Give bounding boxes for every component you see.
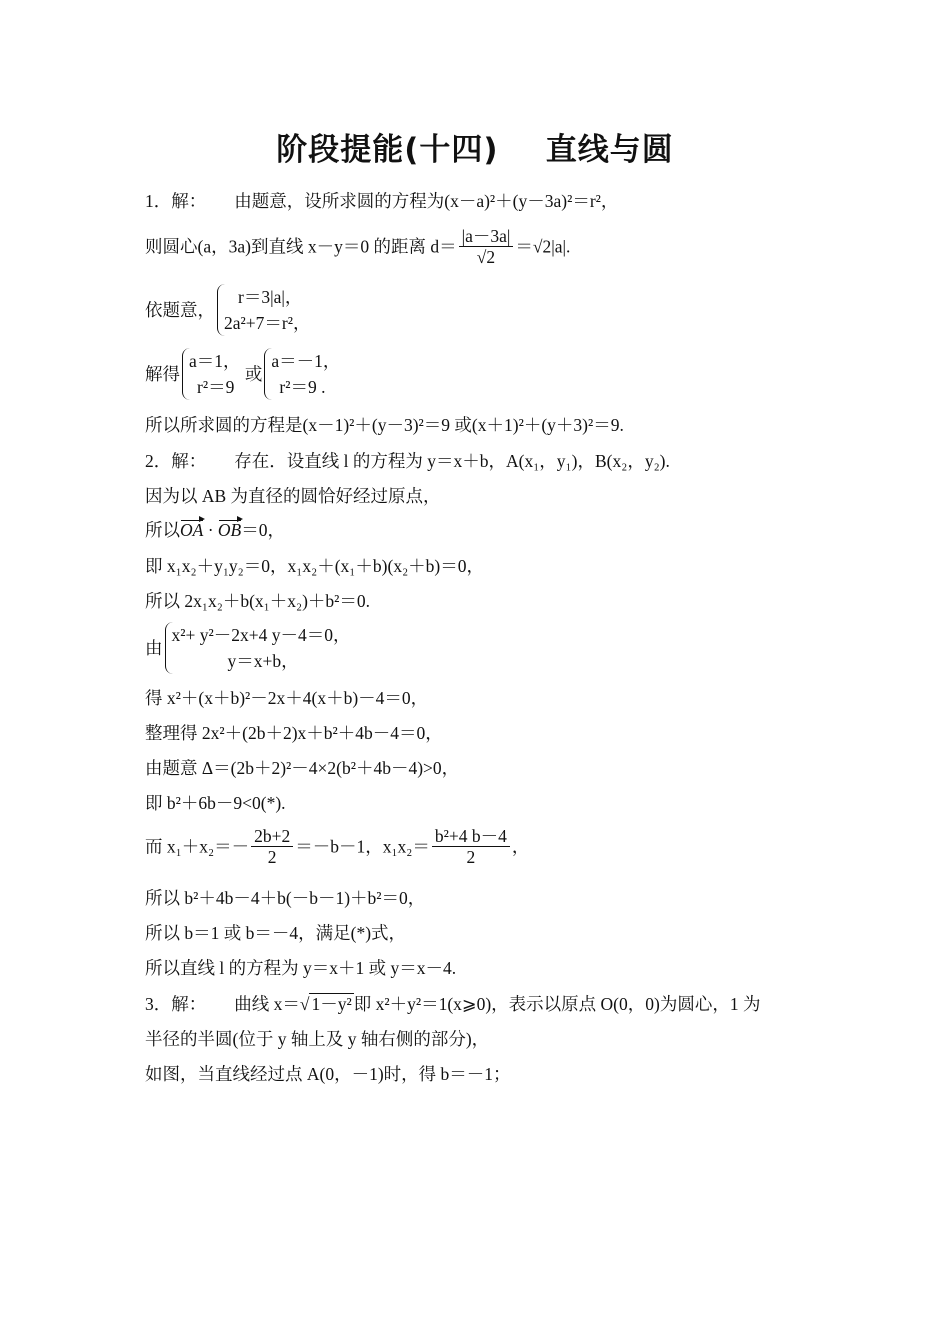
p2-line-6-label: 由 [145, 638, 163, 658]
p3-line-1 [145, 993, 760, 1015]
p1-line-2-pre: 则圆心(a，3a)到直线 x－y＝0 的距离 d＝ [145, 236, 457, 257]
p1-line-4 [145, 348, 340, 400]
p1-system-2-eq2: r²＝9 [197, 377, 235, 397]
p3-line-2: 半径的半圆(位于 y 轴上及 y 轴右侧的部分)， [145, 1029, 490, 1049]
p1-fraction-denominator: √2 [476, 247, 496, 267]
p1-or-word: 或 [244, 364, 263, 384]
p1-system-2-eq1: a＝1， [189, 351, 241, 371]
p2-product-fraction [432, 826, 510, 867]
p1-line-2-post: ＝√2|a|. [515, 236, 571, 257]
p1-line-1-text: 由题意，设所求圆的方程为(x－a)²＋(y－3a)²＝r²， [234, 191, 619, 211]
p1-system-3-eq1: a＝－1， [271, 351, 341, 371]
p2-product-denominator: 2 [466, 847, 476, 867]
p2-line-3-post: ＝0， [241, 520, 285, 540]
p2-line-1 [145, 450, 670, 472]
p1-system-2 [182, 348, 241, 400]
vector-oa: OA [180, 520, 204, 540]
p1-line-1 [145, 190, 618, 212]
p2-line-3 [145, 519, 285, 541]
p2-line-1-text: 存在．设直线 l 的方程为 y＝x＋b，A(x₁，y₁)，B(x₂，y₂). [234, 451, 670, 471]
p1-distance-fraction [459, 226, 514, 267]
p2-line-5: 所以 2x₁x₂＋b(x₁＋x₂)＋b²＝0. [145, 591, 371, 611]
p1-system-3-eq2: r²＝9 . [279, 377, 326, 397]
p2-line-8: 整理得 2x²＋(2b＋2)x＋b²＋4b－4＝0， [145, 723, 443, 743]
vector-ob: OB [217, 520, 242, 540]
p3-line-3: 如图，当直线经过点 A(0，－1)时，得 b＝－1； [145, 1064, 511, 1084]
p2-system-eq2: y＝x+b， [227, 651, 299, 671]
p2-line-11 [145, 826, 529, 867]
p2-product-numerator: b²+4 b－4 [432, 826, 510, 847]
p2-line-12: 所以 b²＋4b－4＋b(－b－1)＋b²＝0， [145, 888, 426, 908]
p1-line-4-label: 解得 [145, 364, 180, 384]
p2-line-11-pre: 而 x₁＋x₂＝－ [145, 836, 250, 857]
p2-line-10: 即 b²＋6b－9<0(*). [145, 793, 286, 813]
p1-line-3 [145, 284, 310, 336]
p3-line-1-post: 即 x²＋y²＝1(x⩾0)，表示以原点 O(0，0)为圆心，1 为 [353, 994, 761, 1014]
p2-system [165, 622, 351, 674]
p2-line-11-mid: ＝－b－1，x₁x₂＝ [295, 836, 430, 857]
p2-line-7: 得 x²＋(x＋b)²－2x＋4(x＋b)－4＝0， [145, 688, 429, 708]
p1-line-5: 所以所求圆的方程是(x－1)²＋(y－3)²＝9 或(x＋1)²＋(y＋3)²＝9. [145, 415, 624, 435]
p1-system-3 [264, 348, 340, 400]
p2-line-2: 因为以 AB 为直径的圆恰好经过原点， [145, 486, 441, 506]
p3-line-1-pre: 曲线 x＝ [234, 994, 300, 1014]
p2-line-3-pre: 所以 [145, 520, 180, 540]
p1-system-1 [217, 284, 310, 336]
p1-line-2 [145, 226, 570, 267]
p2-sum-fraction [251, 826, 293, 867]
page-title: 阶段提能(十四) 直线与圆 [276, 132, 674, 168]
p2-line-13: 所以 b＝1 或 b＝－4，满足(*)式， [145, 923, 407, 943]
p2-dot-product: · [203, 520, 218, 540]
p2-label: 2．解： [145, 451, 207, 471]
sqrt-sign: √ [299, 994, 310, 1014]
p2-line-11-post: ， [511, 836, 530, 857]
p2-sum-numerator: 2b+2 [251, 826, 293, 847]
p2-line-9: 由题意 Δ＝(2b＋2)²－4×2(b²＋4b－4)>0， [145, 758, 460, 778]
p2-line-6 [145, 622, 350, 674]
p1-label: 1．解： [145, 191, 207, 211]
p2-line-14: 所以直线 l 的方程为 y＝x＋1 或 y＝x－4. [145, 958, 457, 978]
p3-sqrt-radicand: 1－y² [311, 994, 352, 1014]
p1-fraction-numerator: |a－3a| [459, 226, 514, 247]
p2-line-4: 即 x₁x₂＋y₁y₂＝0，x₁x₂＋(x₁＋b)(x₂＋b)＝0， [145, 556, 484, 576]
p2-sum-denominator: 2 [267, 847, 277, 867]
p3-label: 3．解： [145, 994, 207, 1014]
p1-system-1-eq2: 2a²+7＝r²， [224, 313, 311, 333]
p1-line-3-label: 依题意， [145, 300, 215, 320]
p1-system-1-eq1: r＝3|a|， [238, 287, 303, 307]
p2-system-eq1: x²+ y²－2x+4 y－4＝0， [171, 625, 351, 645]
